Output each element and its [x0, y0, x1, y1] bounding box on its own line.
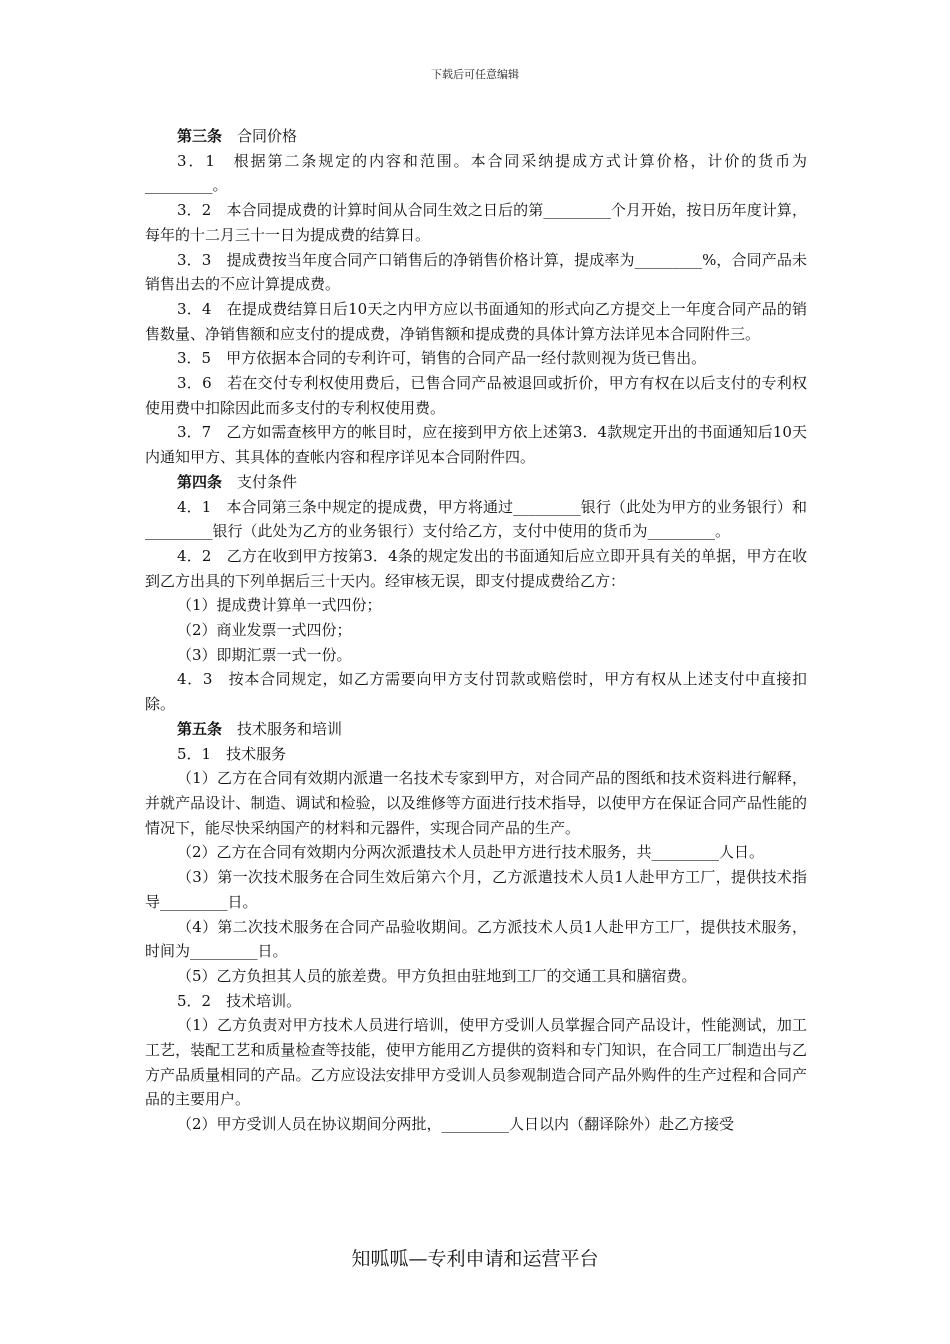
clause-5-1-1: （1）乙方在合同有效期内派遣一名技术专家到甲方，对合同产品的图纸和技术资料进行解释，并就产品设计、制造、调试和检验，以及维修等方面进行技术指导，以使甲方在保证合同产品性能的情况下，能尽快采纳国产的材料和元器件，实现合同产品的生产。 [145, 769, 807, 837]
article-5-title: 技术服务和培训 [237, 719, 343, 738]
article-4-number: 第四条 [177, 472, 223, 491]
list-item: （1）提成费计算单一式四份； [177, 596, 382, 615]
clause-3-1: 3．1 根据第二条规定的内容和范围。本合同采纳提成方式计算价格，计价的货币为_________。 [145, 151, 807, 195]
clause-3-5: 3．5 甲方依据本合同的专利许可，销售的合同产品一经付款则视为货已售出。 [177, 349, 707, 368]
article-4-heading [145, 470, 807, 495]
article-5-heading [145, 717, 807, 742]
clause-4-3: 4．3 按本合同规定，如乙方需要向甲方支付罚款或赔偿时，甲方有权从上述支付中直接扣除。 [145, 670, 807, 714]
clause-4-1: 4．1 本合同第三条中规定的提成费，甲方将通过_________银行（此处为甲方的业务银行）和_________银行（此处为乙方的业务银行）支付给乙方，支付中使用的货币为_________。 [145, 497, 807, 541]
clause-5-1-4: （4）第二次技术服务在合同产品验收期间。乙方派技术人员1人赴甲方工厂，提供技术服务，时间为_________日。 [145, 917, 807, 961]
clause-3-2: 3．2 本合同提成费的计算时间从合同生效之日后的第_________个月开始，按日历年度计算，每年的十二月三十一日为提成费的结算日。 [145, 201, 807, 244]
article-3-heading [145, 124, 807, 149]
article-3-title: 合同价格 [237, 127, 298, 145]
page-header: 下载后可任意编辑 [431, 68, 519, 81]
section-5-2-title: 5．2 技术培训。 [177, 991, 302, 1010]
clause-3-3: 3．3 提成费按当年度合同产口销售后的净销售价格计算，提成率为_________%，合同产品未销售出去的不应计算提成费。 [145, 250, 807, 294]
list-item: （3）即期汇票一式一份。 [177, 645, 352, 664]
clause-3-7: 3．7 乙方如需查核甲方的帐目时，应在接到甲方依上述第3．4款规定开出的书面通知后10天内通知甲方、其具体的查帐内容和程序详见本合同附件四。 [145, 423, 807, 467]
clause-5-1-2: （2）乙方在合同有效期内分两次派遣技术人员赴甲方进行技术服务，共_________人日。 [177, 843, 765, 862]
list-item: （2）商业发票一式四份； [177, 621, 352, 640]
article-3-number: 第三条 [177, 127, 223, 145]
clause-5-1-5: （5）乙方负担其人员的旅差费。甲方负担由驻地到工厂的交通工具和膳宿费。 [177, 966, 697, 985]
article-4-title: 支付条件 [237, 472, 298, 491]
contract-body [145, 124, 807, 1137]
article-5-number: 第五条 [177, 719, 223, 738]
section-5-1-title: 5．1 技术服务 [177, 744, 287, 763]
clause-3-6: 3．6 若在交付专利权使用费后，已售合同产品被退回或折价，甲方有权在以后支付的专利权使用费中扣除因此而多支付的专利权使用费。 [145, 374, 807, 417]
clause-5-2-1: （1）乙方负责对甲方技术人员进行培训，使甲方受训人员掌握合同产品设计，性能测试，加工工艺，装配工艺和质量检查等技能，使甲方能用乙方提供的资料和专门知识，在合同工厂制造出与乙方产品质量相同的产品。乙方应设法安排甲方受训人员参观制造合同产品外购件的生产过程和合同产品的主要用户。 [145, 1016, 807, 1109]
clause-5-1-3: （3）第一次技术服务在合同生效后第六个月，乙方派遣技术人员1人赴甲方工厂，提供技术指导_________日。 [145, 868, 807, 911]
clause-4-2: 4．2 乙方在收到甲方按第3．4条的规定发出的书面通知后应立即开具有关的单据，甲方在收到乙方出具的下列单据后三十天内。经审核无误，即支付提成费给乙方： [145, 546, 807, 590]
clause-5-2-2: （2）甲方受训人员在协议期间分两批，_________人日以内（翻译除外）赴乙方接受 [177, 1115, 735, 1134]
clause-3-4: 3．4 在提成费结算日后10天之内甲方应以书面通知的形式向乙方提交上一年度合同产品的销售数量、净销售额和应支付的提成费，净销售额和提成费的具体计算方法详见本合同附件三。 [145, 299, 807, 343]
page-footer: 知呱呱—专利申请和运营平台 [351, 1248, 599, 1270]
